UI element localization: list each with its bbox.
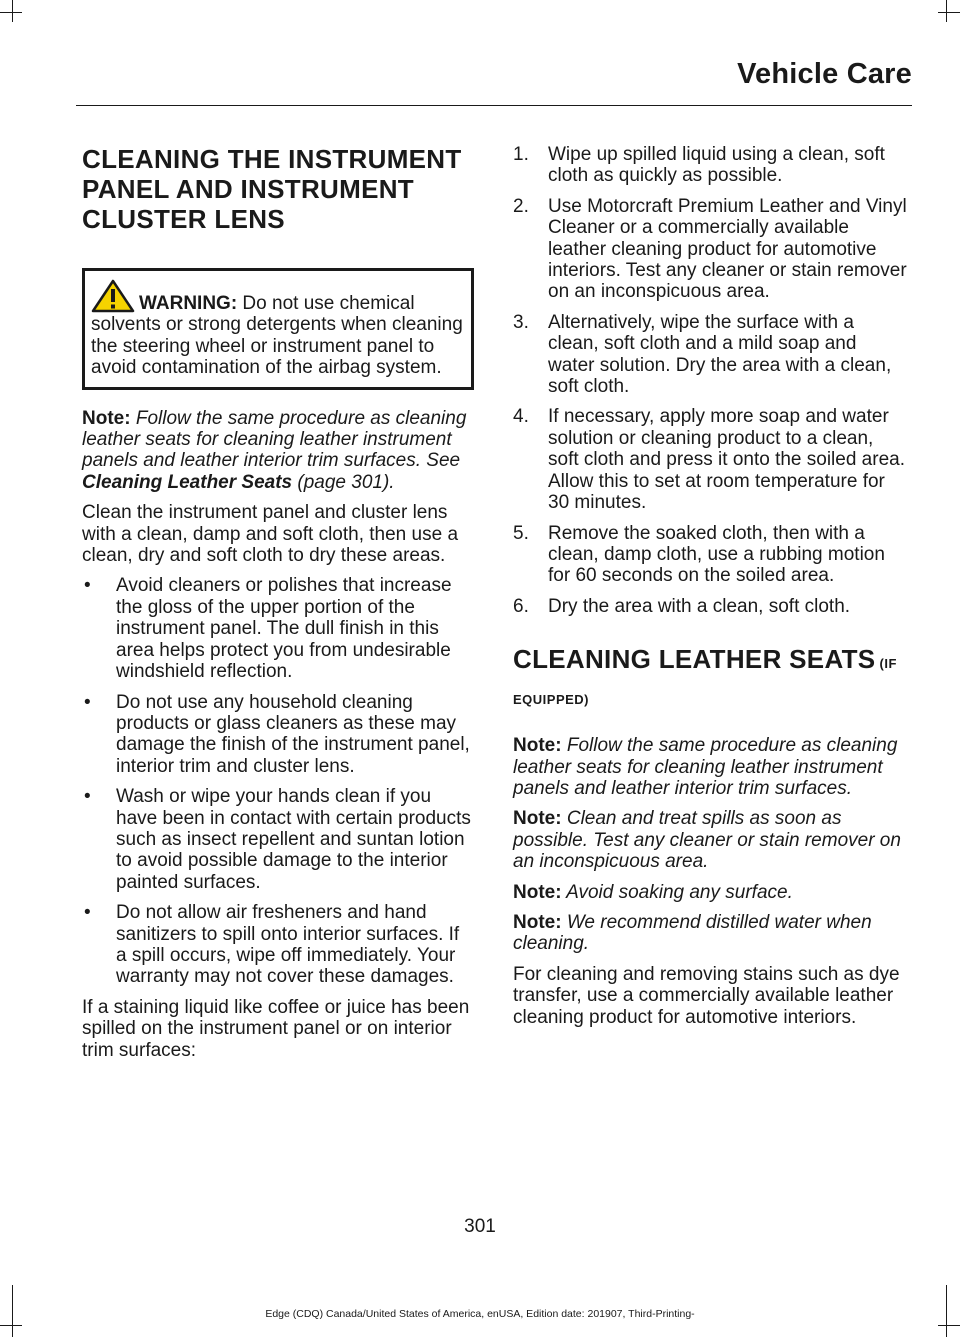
note-text: Avoid soaking any surface. (561, 881, 793, 903)
bullet-glyph: • (84, 575, 91, 597)
step-item (513, 406, 908, 513)
bullet-glyph: • (84, 902, 91, 924)
step-number: 2. (513, 195, 529, 217)
closing-paragraph: If a staining liquid like coffee or juice has been spilled on the instrument panel or on interior trim surfaces: (82, 996, 470, 1061)
section-heading (513, 644, 908, 715)
note-paragraph (513, 912, 908, 955)
note-label: Note: (513, 735, 562, 757)
note-paragraph (513, 882, 908, 903)
intro-paragraph: Clean the instrument panel and cluster lens with a clean, damp and soft cloth, then use a clean, dry and soft cloth to dry these areas. (82, 502, 459, 567)
right-column (513, 144, 908, 1037)
heading-suffix-line2: EQUIPPED) (513, 692, 590, 708)
warning-triangle-icon (91, 279, 135, 313)
warning-text: Do not use chemical solvents or strong detergents when cleaning the steering wheel or instrument panel to avoid contamination of the airbag system. (91, 293, 463, 379)
note-paragraph (513, 735, 908, 799)
numbered-steps (513, 144, 908, 617)
list-item-text: Do not allow air fresheners and hand sanitizers to spill onto interior surfaces. If a spill occurs, wipe off immediately. Your warranty may not cover these damages. (116, 902, 460, 988)
crop-mark (946, 0, 947, 22)
note-paragraph (82, 408, 474, 494)
note-paragraph (513, 808, 908, 872)
step-number: 1. (513, 144, 529, 165)
note-text: Follow the same procedure as cleaning leather seats for cleaning leather instrument panels and leather interior trim surfaces. See (82, 407, 467, 472)
list-item-text: Wash or wipe your hands clean if you have been in contact with certain products such as insect repellent and suntan lotion to avoid possible damage to the interior painted surfaces. (116, 786, 471, 893)
note-text: We recommend distilled water when cleaning. (513, 911, 872, 955)
crop-mark (938, 1325, 960, 1326)
note-label: Note: (82, 407, 131, 429)
closing-paragraph: For cleaning and removing stains such as dye transfer, use a commercially available leather cleaning product for automotive interiors. (513, 963, 900, 1028)
step-item (513, 196, 908, 303)
note-text: Follow the same procedure as cleaning leather seats for cleaning leather instrument panels and leather interior trim surfaces. (513, 735, 898, 799)
footer-text: Edge (CDQ) Canada/United States of America, enUSA, Edition date: 201907, Third-Printing- (265, 1308, 695, 1320)
header-rule (76, 105, 912, 106)
list-item (82, 692, 474, 778)
step-number: 6. (513, 595, 529, 617)
step-item (513, 144, 908, 187)
note-page-ref: (page 301). (292, 471, 395, 493)
heading-suffix: (IF (875, 656, 897, 672)
left-column (82, 144, 474, 1070)
step-text: Wipe up spilled liquid using a clean, soft cloth as quickly as possible. (548, 144, 885, 187)
heading-line: CLUSTER LENS (82, 204, 285, 234)
step-item (513, 596, 908, 617)
bullet-list (82, 575, 474, 987)
heading-line: PANEL AND INSTRUMENT (82, 174, 414, 204)
list-item-text: Do not use any household cleaning products or glass cleaners as these may damage the finish of the instrument panel, interior trim and cluster lens. (116, 691, 470, 777)
step-number: 4. (513, 406, 529, 428)
cross-reference-link[interactable]: Cleaning Leather Seats (82, 471, 293, 493)
list-item (82, 575, 474, 682)
step-number: 5. (513, 522, 529, 544)
note-text: Clean and treat spills as soon as possible. Test any cleaner or stain remover on an inconspicuous area. (513, 808, 901, 873)
section-header: Vehicle Care (737, 58, 912, 90)
crop-mark (12, 0, 13, 22)
list-item (82, 786, 474, 893)
list-item-text: Avoid cleaners or polishes that increase the gloss of the upper portion of the instrument panel. The dull finish in this area helps protect you from undesirable windshield reflection. (116, 575, 452, 683)
step-text: Use Motorcraft Premium Leather and Vinyl Cleaner or a commercially available leather cleaning product for automotive interiors. Test any cleaner or stain remover on an inconspicuous area. (548, 195, 907, 303)
heading-line: CLEANING THE INSTRUMENT (82, 144, 462, 174)
warning-label: WARNING: (139, 293, 238, 314)
bullet-glyph: • (84, 786, 91, 808)
step-text: Remove the soaked cloth, then with a clean, damp cloth, use a rubbing motion for 60 seconds on the soiled area. (548, 522, 885, 587)
heading-text: CLEANING LEATHER SEATS (513, 644, 876, 675)
step-number: 3. (513, 311, 529, 333)
warning-box (82, 268, 474, 390)
step-text: Dry the area with a clean, soft cloth. (548, 595, 851, 617)
crop-mark (0, 1325, 22, 1326)
step-item (513, 312, 908, 398)
note-label: Note: (513, 911, 562, 933)
bullet-glyph: • (84, 691, 91, 713)
crop-mark (0, 12, 22, 13)
list-item (82, 902, 474, 988)
step-text: If necessary, apply more soap and water solution or cleaning product to a clean, soft cloth and press it onto the soiled area. Allow this to set at room temperature for 30 minutes. (548, 406, 905, 514)
step-item (513, 523, 908, 587)
section-heading (82, 144, 474, 234)
note-label: Note: (513, 808, 562, 830)
page-number: 301 (464, 1216, 496, 1237)
note-label: Note: (513, 881, 562, 903)
crop-mark (938, 12, 960, 13)
step-text: Alternatively, wipe the surface with a clean, soft cloth and a mild soap and water solution. Dry the area with a clean, soft cloth. (548, 311, 892, 398)
